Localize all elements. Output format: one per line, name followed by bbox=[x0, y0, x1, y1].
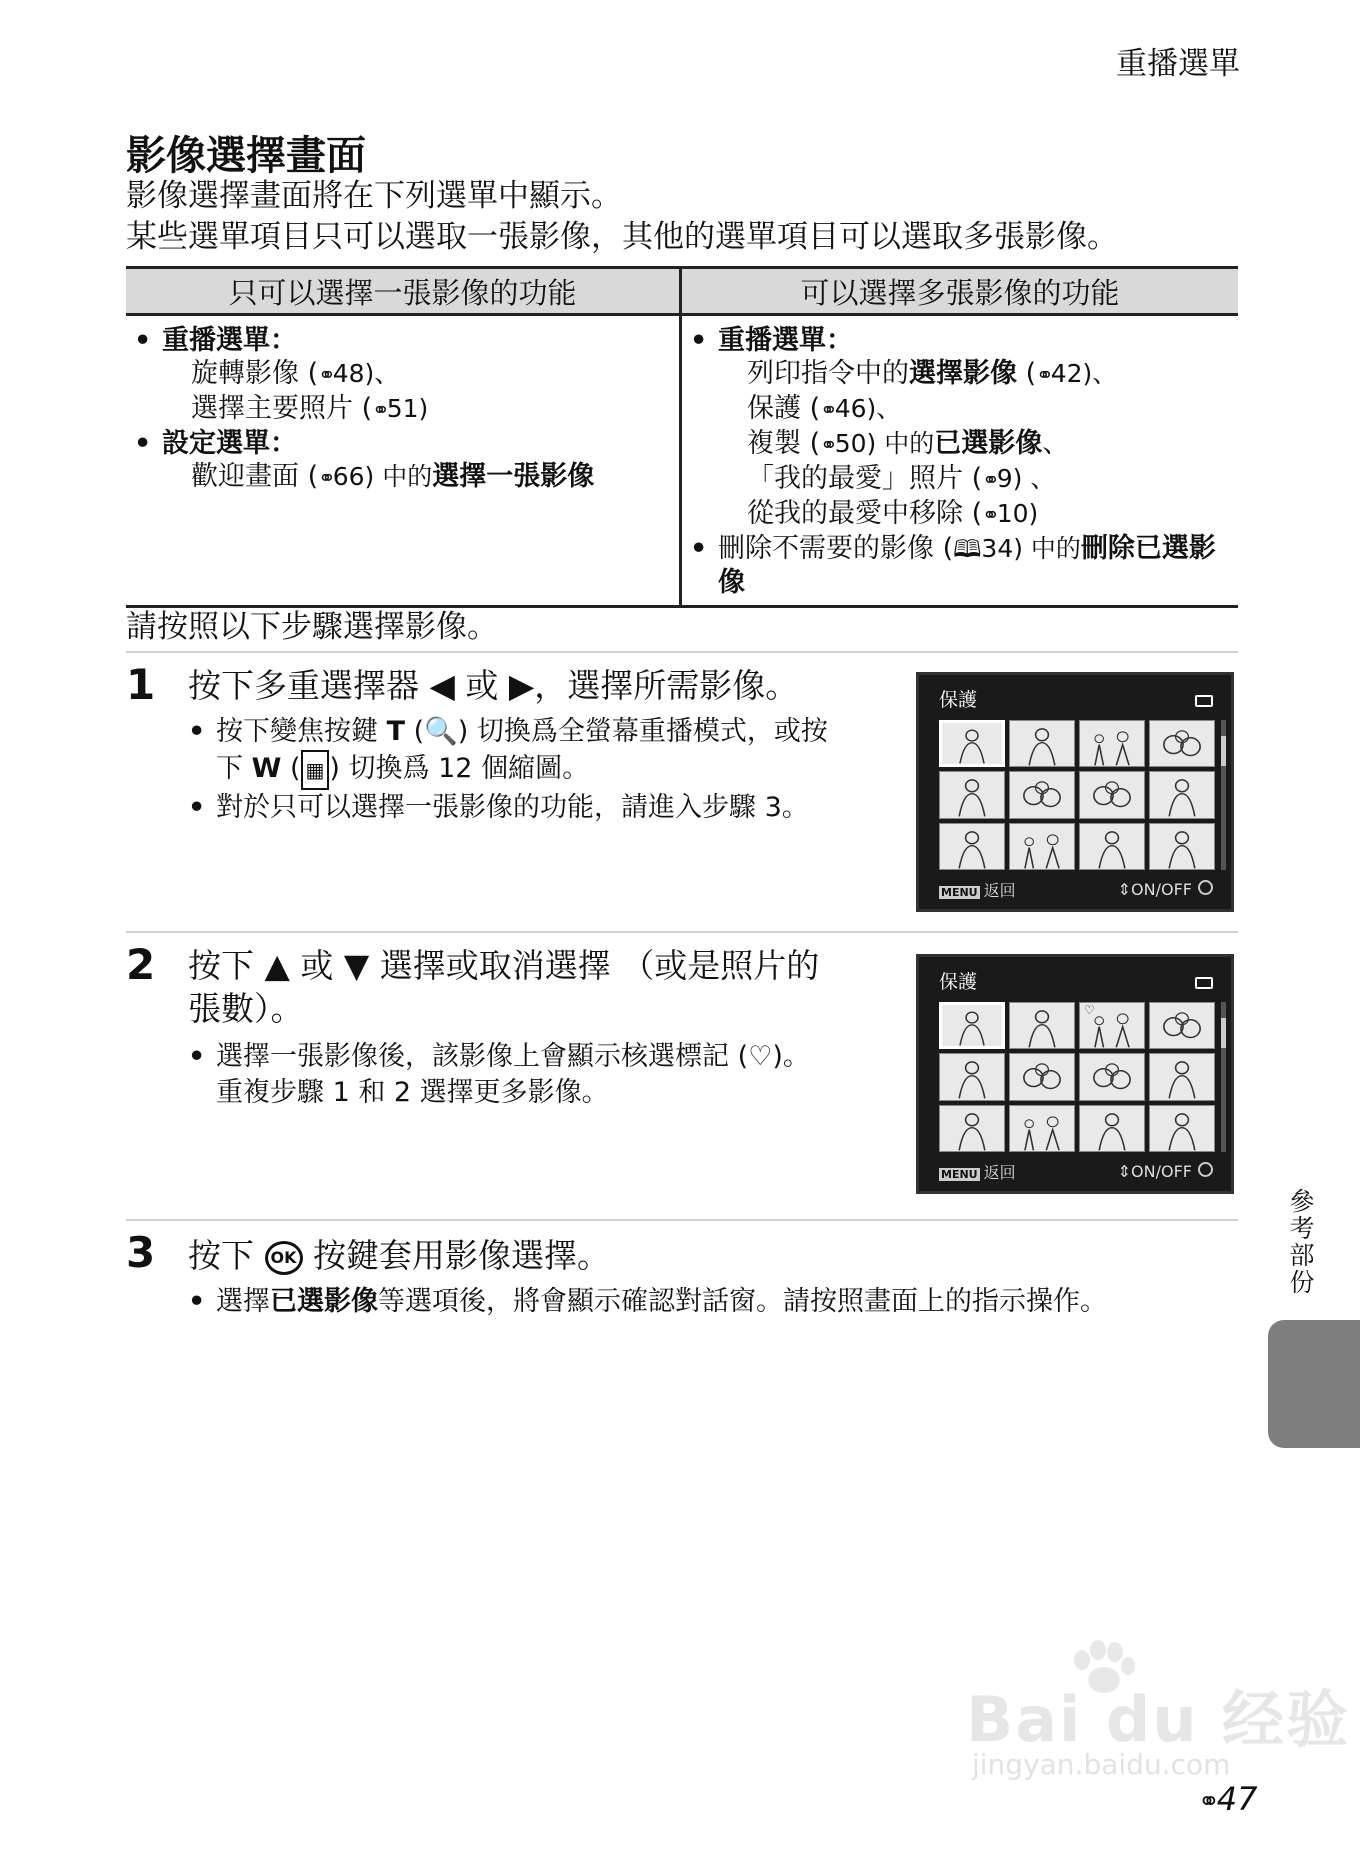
scrollbar bbox=[1221, 1002, 1226, 1152]
thumbnail[interactable] bbox=[1079, 771, 1145, 818]
welcome-item: 歡迎畫面 (⚭66) 中的選擇一張影像 bbox=[126, 460, 679, 495]
battery-icon bbox=[1195, 977, 1213, 989]
reference-icon: ⚭ bbox=[372, 398, 387, 422]
thumbnail[interactable] bbox=[1079, 1002, 1145, 1049]
setup-menu-head: 設定選單： bbox=[162, 428, 297, 459]
zoom-w-key: W bbox=[251, 753, 282, 784]
thumbnail[interactable] bbox=[1149, 823, 1215, 870]
ok-button-icon: OK bbox=[265, 1241, 303, 1275]
thumbnail[interactable] bbox=[1009, 823, 1075, 870]
screen-title: 保護 bbox=[939, 971, 978, 993]
section-side-label: 參考部份 bbox=[1286, 1188, 1315, 1296]
back-label: 返回 bbox=[983, 1163, 1016, 1182]
zoom-icon bbox=[1198, 1162, 1213, 1177]
thumbnail[interactable] bbox=[1149, 720, 1215, 767]
thumbnail[interactable] bbox=[1149, 1002, 1215, 1049]
thumbnail[interactable] bbox=[1079, 720, 1145, 767]
step-1-text: 按下多重選擇器 ◀ 或 ▶，選擇所需影像。 bbox=[188, 666, 799, 705]
intro-line: 影像選擇畫面將在下列選單中顯示。 bbox=[126, 178, 622, 214]
single-select-cell: • 重播選單： 旋轉影像 (⚭48)、 選擇主要照片 (⚭51) • 設定選單： 歡迎畫面 (⚭66) 中的選擇一張影像 bbox=[126, 315, 681, 607]
playback-menu-head: 重播選單： bbox=[718, 325, 853, 356]
playback-menu-head: 重播選單： bbox=[162, 325, 297, 356]
thumbnail[interactable] bbox=[1009, 1105, 1075, 1152]
thumbnail[interactable] bbox=[1079, 1105, 1145, 1152]
thumbnail[interactable] bbox=[939, 771, 1005, 818]
battery-icon bbox=[1195, 695, 1213, 707]
reference-icon: ⚭ bbox=[982, 503, 997, 527]
thumbnail[interactable] bbox=[1079, 823, 1145, 870]
reference-icon: ⚭ bbox=[1036, 363, 1051, 387]
watermark-brand: Bai du 经验 bbox=[966, 1683, 1351, 1756]
thumbnail[interactable] bbox=[1149, 1053, 1215, 1100]
back-label: 返回 bbox=[983, 881, 1016, 900]
step-number: 2 bbox=[126, 940, 156, 989]
reference-icon: ⚭ bbox=[318, 466, 333, 490]
zoom-icon bbox=[1198, 880, 1213, 895]
screen-footer bbox=[939, 878, 1213, 901]
rotate-item: 旋轉影像 (⚭48)、 bbox=[126, 357, 679, 392]
menu-key: MENU bbox=[941, 1168, 978, 1181]
thumbnail[interactable] bbox=[1009, 771, 1075, 818]
reference-icon: ⚭ bbox=[1198, 1787, 1217, 1817]
camera-screen-protect-selected bbox=[916, 954, 1234, 1194]
thumbnail[interactable] bbox=[1009, 1002, 1075, 1049]
key-photo-item: 選擇主要照片 (⚭51) bbox=[126, 392, 679, 427]
reference-icon: ⚭ bbox=[982, 468, 997, 492]
multi-select-cell: • 重播選單： 列印指令中的選擇影像 (⚭42)、 保護 (⚭46)、 複製 (⚭50) 中的已選影像、 「我的最愛」照片 (⚭9) 、 從我的最愛中移除 (⚭10) • 刪除不需要的影像 (🕮34) 中的刪除已選影像 bbox=[681, 315, 1239, 607]
divider bbox=[126, 1219, 1238, 1221]
col-header-multi: 可以選擇多張影像的功能 bbox=[681, 268, 1239, 315]
thumbnail-grid bbox=[939, 720, 1215, 870]
step-number: 3 bbox=[126, 1228, 156, 1277]
thumbnail[interactable] bbox=[1149, 1105, 1215, 1152]
divider bbox=[126, 651, 1238, 653]
watermark-url: jingyan.baidu.com bbox=[972, 1748, 1231, 1781]
screen-title: 保護 bbox=[939, 689, 978, 711]
step-number: 1 bbox=[126, 660, 156, 709]
col-header-single: 只可以選擇一張影像的功能 bbox=[126, 268, 681, 315]
thumbnail[interactable] bbox=[939, 720, 1005, 767]
zoom-t-key: T bbox=[386, 716, 406, 747]
function-table bbox=[126, 266, 1238, 608]
thumbnail-icon: ▦ bbox=[301, 750, 330, 790]
thumbnail[interactable] bbox=[939, 1053, 1005, 1100]
copy-item: 複製 (⚭50) 中的已選影像、 bbox=[682, 427, 1238, 462]
thumbnail[interactable] bbox=[939, 1105, 1005, 1152]
step-2-text: 按下 ▲ 或 ▼ 選擇或取消選擇 （或是照片的 張數）。 bbox=[188, 946, 820, 1028]
delete-item: • 刪除不需要的影像 (🕮34) 中的刪除已選影像 bbox=[690, 533, 1216, 598]
on-off-label: ⇕ON/OFF bbox=[1117, 1162, 1192, 1181]
running-header: 重播選單 bbox=[1116, 46, 1240, 82]
thumbnail[interactable] bbox=[1009, 1053, 1075, 1100]
camera-screen-protect bbox=[916, 672, 1234, 912]
step-1-bullets: • 按下變焦按鍵 T (🔍) 切換爲全螢幕重播模式，或按 下 W ( ▦ ) 切換爲 12 個縮圖。 • 對於只可以選擇一張影像的功能，請進入步驟 3。 bbox=[188, 716, 828, 823]
thumbnail-grid bbox=[939, 1002, 1215, 1152]
thumbnail[interactable] bbox=[1009, 720, 1075, 767]
check-mark-icon: ♡ bbox=[1084, 1003, 1095, 1017]
book-icon: 🕮 bbox=[953, 535, 982, 563]
section-tab bbox=[1268, 1320, 1360, 1448]
intro-line: 某些選單項目只可以選取一張影像，其他的選單項目可以選取多張影像。 bbox=[126, 219, 1118, 255]
reference-icon: ⚭ bbox=[318, 363, 333, 387]
remove-favorites-item: 從我的最愛中移除 (⚭10) bbox=[682, 497, 1238, 532]
thumbnail[interactable] bbox=[1079, 1053, 1145, 1100]
menu-key: MENU bbox=[941, 886, 978, 899]
divider bbox=[126, 931, 1238, 933]
page-number: ⚭47 bbox=[1198, 1780, 1258, 1818]
follow-instruction: 請按照以下步驟選擇影像。 bbox=[126, 609, 498, 645]
print-order-item: 列印指令中的選擇影像 (⚭42)、 bbox=[682, 357, 1238, 392]
favorites-item: 「我的最愛」照片 (⚭9) 、 bbox=[682, 462, 1238, 497]
step-3-bullets: • 選擇已選影像等選項後，將會顯示確認對話窗。請按照畫面上的指示操作。 bbox=[188, 1286, 1107, 1317]
page-title: 影像選擇畫面 bbox=[126, 133, 366, 179]
thumbnail[interactable] bbox=[1149, 771, 1215, 818]
thumbnail[interactable] bbox=[939, 823, 1005, 870]
step-3-text: 按下 OK 按鍵套用影像選擇。 bbox=[188, 1236, 610, 1275]
thumbnail[interactable] bbox=[939, 1002, 1005, 1049]
reference-icon: ⚭ bbox=[820, 398, 835, 422]
intro-paragraph bbox=[126, 176, 1118, 258]
step-2-bullets: • 選擇一張影像後，該影像上會顯示核選標記 (♡)。 重複步驟 1 和 2 選擇更多影像。 bbox=[188, 1041, 810, 1108]
protect-item: 保護 (⚭46)、 bbox=[682, 392, 1238, 427]
check-mark-icon: ♡ bbox=[748, 1041, 773, 1072]
reference-icon: ⚭ bbox=[820, 433, 835, 457]
on-off-label: ⇕ON/OFF bbox=[1117, 880, 1192, 899]
scrollbar bbox=[1221, 720, 1226, 870]
screen-footer bbox=[939, 1160, 1213, 1183]
